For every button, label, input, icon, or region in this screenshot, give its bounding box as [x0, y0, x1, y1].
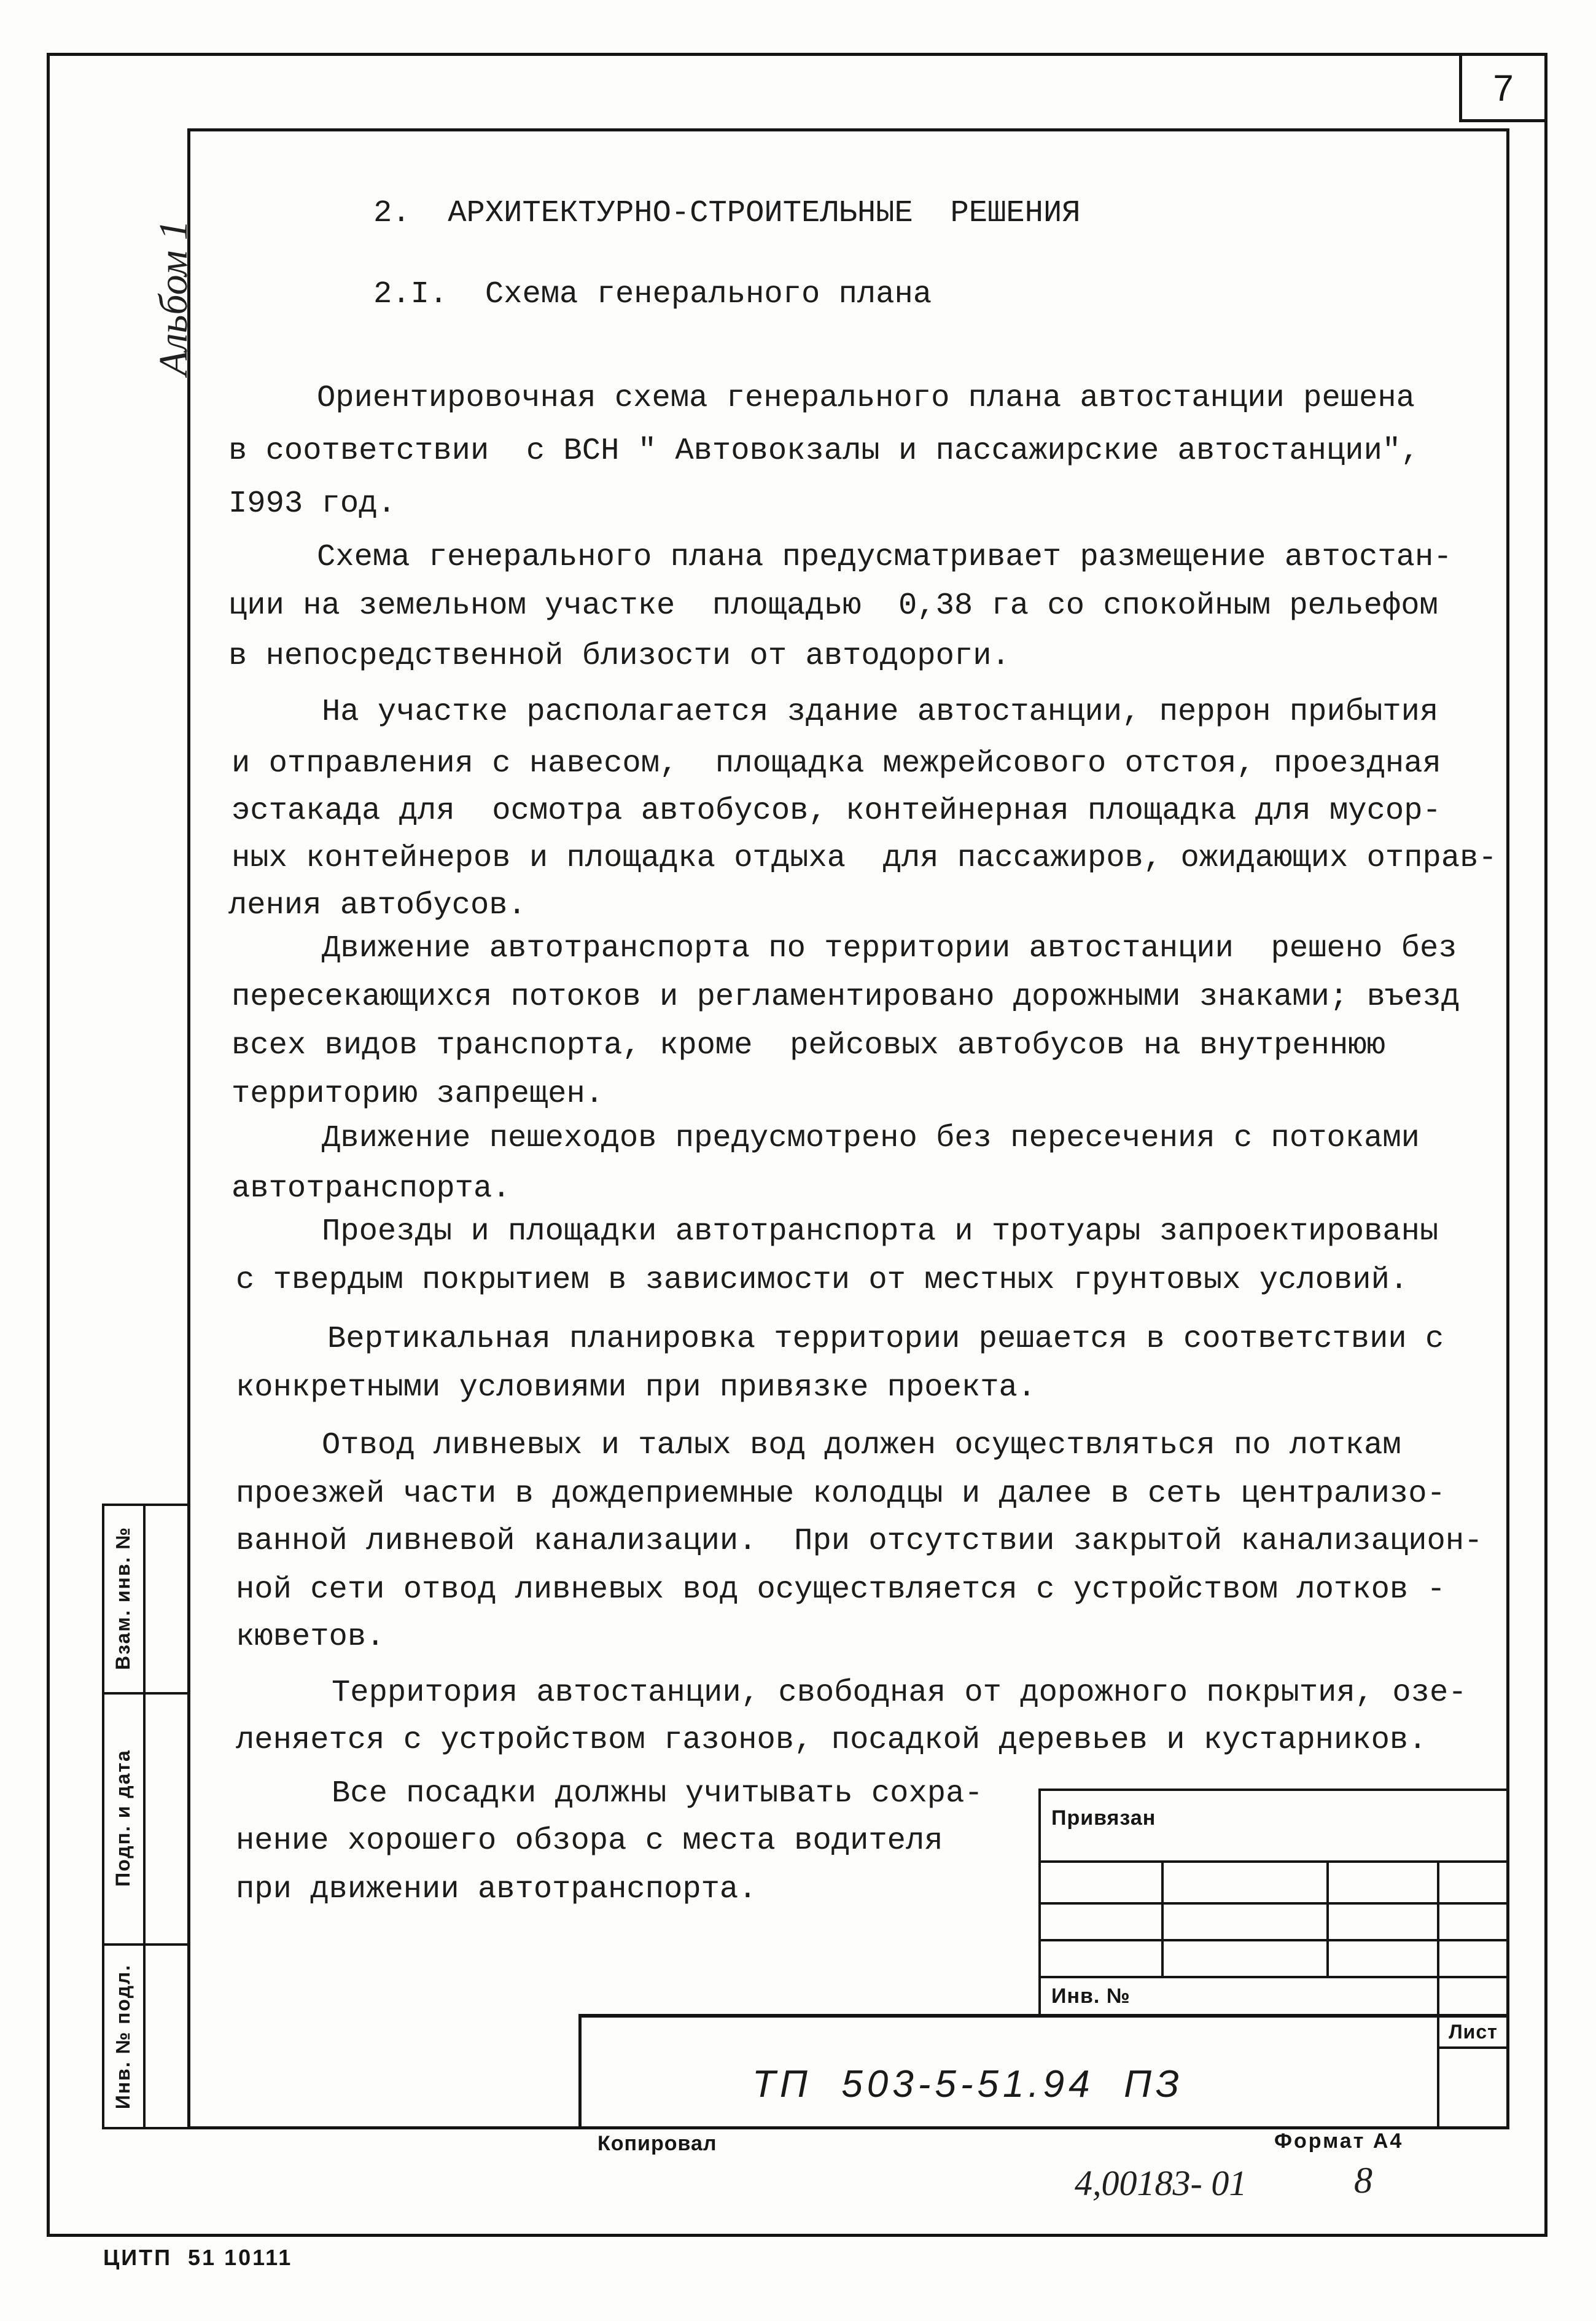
replaced-inv-label: Взам. инв. № — [112, 1526, 134, 1670]
sheet-label: Лист — [1449, 2021, 1498, 2043]
orig-inv-label: Инв. № подл. — [112, 1964, 134, 2110]
document-code: ТП 503-5-51.94 ПЗ — [752, 2063, 1184, 2105]
binding-inv-label: Инв. № — [1051, 1984, 1131, 2008]
paragraph-line: Ориентировочная схема генерального плана автостанции решена — [317, 381, 1415, 416]
paragraph-line: Движение пешеходов предусмотрено без пересечения с потоками — [322, 1121, 1420, 1156]
section-title: 2. АРХИТЕКТУРНО-СТРОИТЕЛЬНЫЕ РЕШЕНИЯ — [373, 196, 1081, 231]
page-number: 7 — [1493, 68, 1514, 109]
binding-label: Привязан — [1051, 1806, 1156, 1830]
inventory-number-handwritten: 4,00183- 01 — [1075, 2163, 1247, 2203]
paragraph-line: проезжей части в дождеприемные колодцы и далее в сеть централизо- — [236, 1476, 1446, 1512]
title-block-top-line — [578, 2014, 1509, 2018]
paragraph-line: кюветов. — [236, 1620, 385, 1655]
paragraph-line: ной сети отвод ливневых вод осуществляется с устройством лотков - — [236, 1572, 1446, 1607]
paragraph-line: при движении автотранспорта. — [236, 1872, 757, 1907]
paragraph-line: Вертикальная планировка территории решается в соответствии с — [327, 1322, 1444, 1357]
paragraph-line: и отправления с навесом, площадка межрейсового отстоя, проездная — [232, 746, 1441, 781]
paragraph-line: Территория автостанции, свободная от дорожного покрытия, озе- — [332, 1675, 1467, 1711]
paragraph-line: ванной ливневой канализации. При отсутствии закрытой канализацион- — [236, 1524, 1483, 1559]
paragraph-line: ции на земельном участке площадью 0,38 га со спокойным рельефом — [228, 588, 1438, 623]
paragraph-line: Схема генерального плана предусматривает размещение автостан- — [317, 540, 1452, 575]
paragraph-line: нение хорошего обзора с места водителя — [236, 1824, 943, 1859]
paragraph-line: Все посадки должны учитывать сохра- — [332, 1776, 983, 1811]
copied-by-label: Копировал — [598, 2132, 717, 2155]
paragraph-line: в соответствии с ВСН " Автовокзалы и пассажирские автостанции", — [228, 434, 1420, 469]
paragraph-line: конкретными условиями при привязке проекта. — [236, 1370, 1037, 1405]
sheet-cell-line — [1437, 2046, 1509, 2049]
paragraph-line: с твердым покрытием в зависимости от местных грунтовых условий. — [236, 1263, 1409, 1298]
format-label: Формат А4 — [1274, 2129, 1404, 2153]
side-stamp-divider — [143, 1504, 146, 2129]
side-stamp-divider — [102, 1692, 190, 1695]
paragraph-line: ления автобусов. — [228, 888, 526, 923]
paragraph-line: ных контейнеров и площадка отдыха для пассажиров, ожидающих отправ- — [232, 841, 1497, 876]
title-block-left-line — [578, 2014, 582, 2129]
paragraph-line: всех видов транспорта, кроме рейсовых автобусов на внутреннюю — [232, 1028, 1385, 1063]
subsection-title: 2.I. Схема генерального плана — [373, 277, 932, 312]
album-label: Альбом 1 — [151, 220, 196, 376]
paragraph-line: эстакада для осмотра автобусов, контейнерная площадка для мусор- — [232, 794, 1441, 829]
paragraph-line: леняется с устройством газонов, посадкой деревьев и кустарников. — [236, 1723, 1427, 1758]
paragraph-line: территорию запрещен. — [232, 1077, 604, 1112]
paragraph-line: Отвод ливневых и талых вод должен осуществляться по лоткам — [322, 1428, 1401, 1463]
binding-col-line — [1326, 1860, 1329, 1978]
paragraph-line: в непосредственной близости от автодороги. — [228, 639, 1010, 674]
paragraph-line: пересекающихся потоков и регламентировано дорожными знаками; въезд — [232, 980, 1460, 1015]
paragraph-line: Проезды и площадки автотранспорта и тротуары запроектированы — [322, 1214, 1439, 1249]
print-mark: ЦИТП 51 10111 — [103, 2245, 293, 2270]
sign-date-label: Подп. и дата — [112, 1749, 134, 1887]
paragraph-line: автотранспорта. — [232, 1171, 511, 1206]
side-stamp-divider — [102, 1943, 190, 1946]
paragraph-line: I993 год. — [228, 486, 396, 521]
paragraph-line: Движение автотранспорта по территории автостанции решено без — [322, 931, 1457, 966]
binding-col-line — [1437, 1860, 1439, 2129]
binding-col-line — [1161, 1860, 1164, 1978]
sheet-count-handwritten: 8 — [1354, 2160, 1372, 2201]
paragraph-line: На участке располагается здание автостанции, перрон прибытия — [322, 695, 1439, 730]
